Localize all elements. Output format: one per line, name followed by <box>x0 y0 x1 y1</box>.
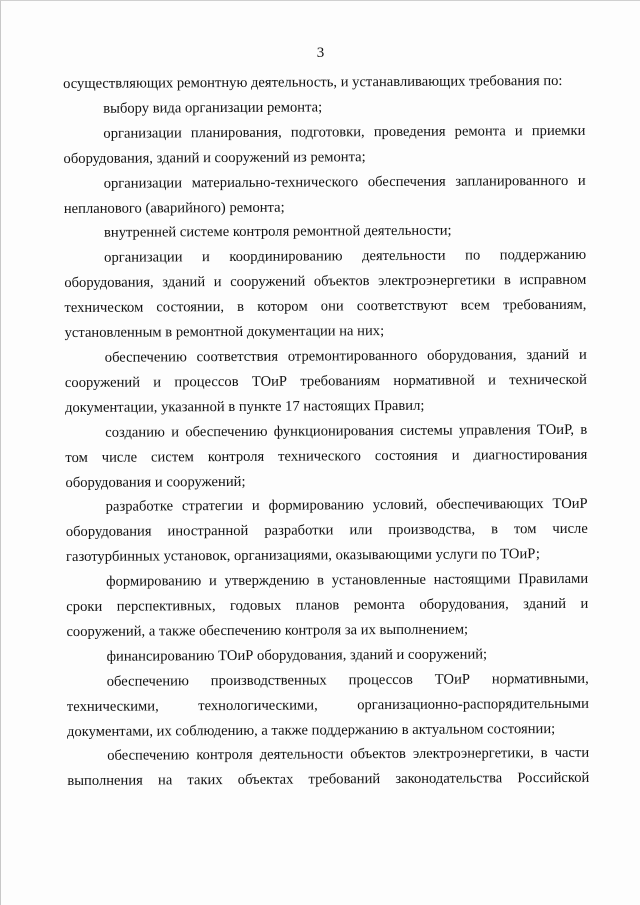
paragraph-item: формированию и утверждению в установленные настоящими Правилами сроки перспективных, годовых планов ремонта оборудования, зданий и сооружений, а также обеспечению контроля за их выполнением; <box>66 570 589 640</box>
paragraph-item: финансированию ТОиР оборудования, зданий и сооружений; <box>106 646 488 665</box>
paragraph-intro: осуществляющих ремонтную деятельность, и устанавливающих требования по: <box>63 72 563 92</box>
paragraph-item: созданию и обеспечению функционирования системы управления ТОиР, в том числе систем контроля технического состояния и диагностирования оборудования и сооружений; <box>65 421 588 491</box>
page-number: 3 <box>316 45 325 61</box>
paragraph-item: внутренней системе контроля ремонтной деятельности; <box>103 223 452 242</box>
paragraph-item: разработке стратегии и формированию условий, обеспечивающих ТОиР оборудования иностранной разработки или производства, в том числе газотурбинных установок, организациями, оказывающими услуги по ТОиР; <box>65 496 588 566</box>
document-body <box>63 69 589 794</box>
paragraph-item: обеспечению производственных процессов ТОиР нормативными, техническими, технологическими, организационно-распорядительными документами, их соблюдению, а также поддержанию в актуальном состоянии; <box>66 670 589 740</box>
paragraph-item: организации материально-технического обеспечения запланированного и непланового (аварийного) ремонта; <box>63 172 586 217</box>
paragraph-item: выбору вида организации ремонта; <box>103 99 323 117</box>
paragraph-item: организации планирования, подготовки, проведения ремонта и приемки оборудования, зданий и сооружений из ремонта; <box>63 122 586 167</box>
paragraph-item: организации и координированию деятельности по поддержанию оборудования, зданий и сооружений объектов электроэнергетики в исправном техническом состоянии, в котором они соответствуют всем требованиям, установленным в ремонтной документации на них; <box>64 247 587 342</box>
paragraph-item: обеспечению контроля деятельности объектов электроэнергетики, в части выполнения на таких объектах требований законодательства Российской <box>67 745 590 790</box>
paragraph-item: обеспечению соответствия отремонтированного оборудования, зданий и сооружений и процессов ТОиР требованиям нормативной и технической документации, указанной в пункте 17 настоящих Правил; <box>64 346 587 416</box>
